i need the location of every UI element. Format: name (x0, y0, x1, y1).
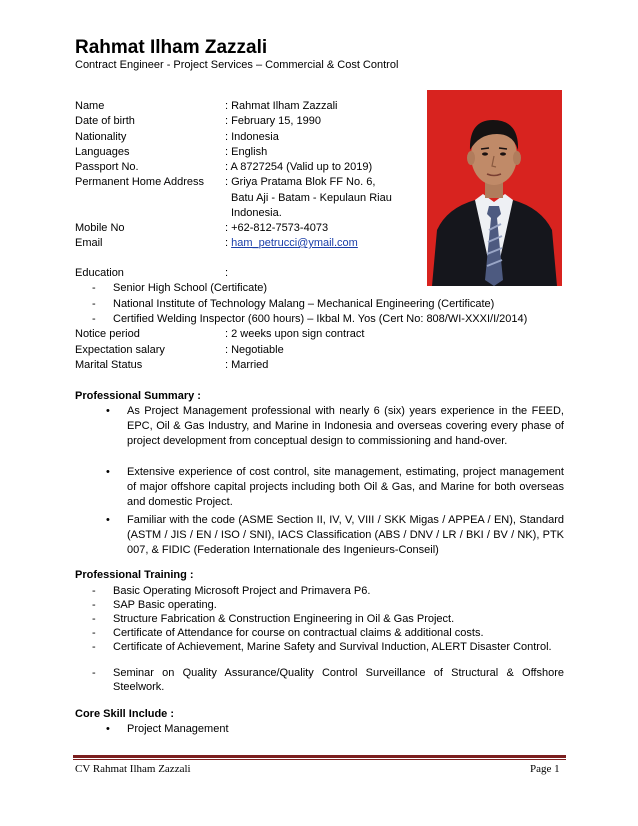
dash-marker: - (92, 641, 96, 653)
section-heading-core-skill: Core Skill Include : (75, 708, 175, 720)
training-text: SAP Basic operating. (113, 599, 217, 611)
training-text: Structure Fabrication & Construction Engineering in Oil & Gas Project. (113, 613, 455, 625)
info-value: : Married (225, 359, 269, 371)
bullet-marker: • (106, 723, 110, 735)
education-text: Senior High School (Certificate) (113, 282, 268, 294)
dash-marker: - (92, 585, 96, 597)
email-colon: : (225, 237, 229, 249)
training-item (92, 598, 564, 612)
info-value (225, 236, 358, 251)
bullet-marker: • (106, 405, 110, 417)
training-text: Seminar on Quality Assurance/Quality Control Surveillance of Structural & Offshore Steelwork. (113, 667, 564, 693)
info-value: : Indonesia (225, 131, 279, 143)
info-label: Nationality (75, 131, 127, 143)
portrait-image (427, 90, 562, 286)
training-text: Certificate of Attendance for course on contractual claims & additional costs. (113, 627, 484, 639)
training-item (92, 666, 564, 694)
info-value: : February 15, 1990 (225, 115, 322, 127)
info-value: : (225, 267, 229, 279)
section-heading-training: Professional Training : (75, 569, 194, 581)
core-skill-text: Project Management (127, 723, 229, 735)
training-item (92, 626, 564, 640)
summary-text: Extensive experience of cost control, site management, estimating, project management of major offshore capital projects including both Oil & Gas, and Marine for both overseas and domestic Project. (127, 466, 564, 508)
info-label: Mobile No (75, 222, 125, 234)
training-item (92, 612, 564, 626)
dash-marker: - (92, 313, 96, 325)
info-label: Notice period (75, 328, 140, 340)
email-link[interactable]: ham_petrucci@ymail.com (231, 237, 358, 249)
job-title: Contract Engineer - Project Services – Commercial & Cost Control (75, 59, 399, 71)
training-text: Certificate of Achievement, Marine Safety and Survival Induction, ALERT Disaster Control. (113, 641, 552, 653)
info-value: : +62-812-7573-4073 (225, 222, 329, 234)
summary-item (106, 465, 564, 510)
dash-marker: - (92, 667, 96, 679)
footer-rule-thin (73, 759, 566, 760)
bullet-marker: • (106, 466, 110, 478)
info-label: Name (75, 100, 105, 112)
info-label: Marital Status (75, 359, 143, 371)
info-value: : A 8727254 (Valid up to 2019) (225, 161, 373, 173)
section-heading-summary: Professional Summary : (75, 390, 201, 402)
dash-marker: - (92, 613, 96, 625)
info-label: Education (75, 267, 124, 279)
core-skill-item (106, 722, 564, 737)
info-label: Date of birth (75, 115, 135, 127)
info-value: : English (225, 146, 268, 158)
info-label: Permanent Home Address (75, 176, 205, 188)
candidate-name: Rahmat Ilham Zazzali (75, 37, 268, 58)
footer-title: CV Rahmat Ilham Zazzali (75, 763, 191, 775)
dash-marker: - (92, 282, 96, 294)
bullet-marker: • (106, 514, 110, 526)
address-line-text: Indonesia. (231, 207, 282, 219)
summary-text: As Project Management professional with nearly 6 (six) years experience in the FEED, EPC, Oil & Gas Industry, and Marine in Indonesia and overseas covering every phase of project development from conceptual design to commissioning and hand-over. (127, 405, 564, 447)
dash-marker: - (92, 298, 96, 310)
info-value: : Negotiable (225, 344, 284, 356)
summary-item (106, 404, 564, 449)
address-line-text: Batu Aji - Batam - Kepulaun Riau (231, 192, 392, 204)
info-label: Expectation salary (75, 344, 165, 356)
info-label: Passport No. (75, 161, 139, 173)
summary-text: Familiar with the code (ASME Section II, IV, V, VIII / SKK Migas / APPEA / EN), Standard (ASTM / JIS / EN / ISO / SNI), IACS Classification (ABS / DNV / LR / BKI / BV / NK), PTK 007, & FIDIC (Federation Internationale des Ingenieurs-Conseil) (127, 514, 564, 556)
info-label: Email (75, 237, 103, 249)
profile-photo (427, 90, 562, 286)
education-text: National Institute of Technology Malang – Mechanical Engineering (Certificate) (113, 298, 495, 310)
dash-marker: - (92, 627, 96, 639)
page-number: Page 1 (530, 763, 560, 775)
footer-rule (73, 755, 566, 758)
info-value: : Rahmat Ilham Zazzali (225, 100, 338, 112)
dash-marker: - (92, 599, 96, 611)
summary-item (106, 513, 564, 558)
training-text: Basic Operating Microsoft Project and Primavera P6. (113, 585, 371, 597)
training-item (92, 640, 564, 654)
info-label: Languages (75, 146, 130, 158)
training-item (92, 584, 564, 598)
info-value: : Griya Pratama Blok FF No. 6, (225, 176, 376, 188)
education-text: Certified Welding Inspector (600 hours) – Ikbal M. Yos (Cert No: 808/WI-XXXI/I/2014) (113, 313, 528, 325)
info-value: : 2 weeks upon sign contract (225, 328, 365, 340)
